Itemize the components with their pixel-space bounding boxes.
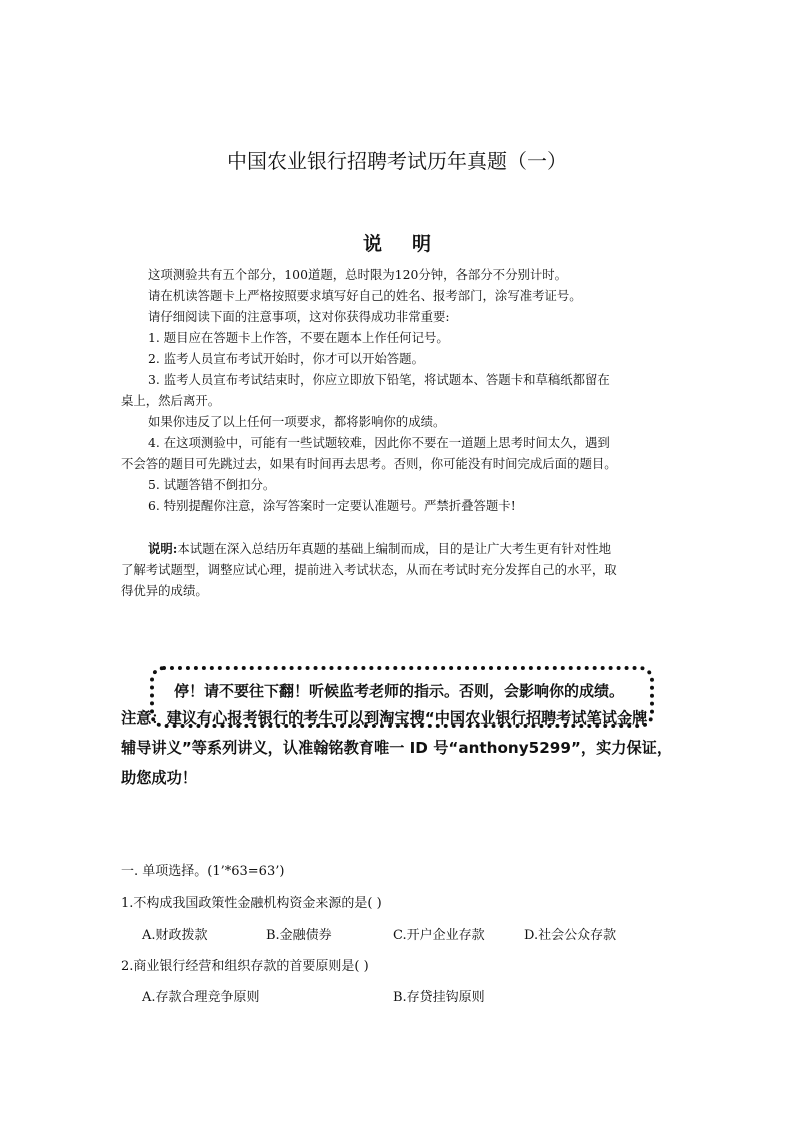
- note-label: 说明:: [148, 541, 178, 556]
- instructions-heading: 说明: [362, 233, 461, 255]
- stop-notice: 停！请不要往下翻！听候监考老师的指示。否则，会影响你的成绩。: [174, 682, 625, 700]
- option-b: B.金融债券: [266, 928, 332, 943]
- instruction-line: 6. 特别提醒你注意，涂写答案时一定要认准题号。严禁折叠答题卡!: [148, 498, 516, 513]
- tip-line: 辅导讲义”等系列讲义，认准翰铭教育唯一 ID 号“anthony5299”，实力保证，: [121, 739, 673, 757]
- note-line: [148, 539, 611, 559]
- instruction-line: 不会答的题目可先跳过去，如果有时间再去思考。否则，你可能没有时间完成后面的题目。: [121, 456, 617, 471]
- instruction-line: 3. 监考人员宣布考试结束时，你应立即放下铅笔，将试题本、答题卡和草稿纸都留在: [148, 372, 610, 387]
- instruction-line: 1. 题目应在答题卡上作答，不要在题本上作任何记号。: [148, 330, 449, 345]
- option-a: A.存款合理竞争原则: [142, 990, 260, 1005]
- instruction-line: 如果你违反了以上任何一项要求，都将影响你的成绩。: [148, 414, 446, 429]
- option-c: C.开户企业存款: [393, 928, 485, 943]
- instruction-line: 桌上，然后离开。: [121, 393, 221, 408]
- tip-line: 注意：建议有心报考银行的考生可以到淘宝搜“中国农业银行招聘考试笔试金牌: [121, 709, 648, 727]
- instruction-line: 4. 在这项测验中，可能有一些试题较难，因此你不要在一道题上思考时间太久，遇到: [148, 435, 610, 450]
- note-line: 了解考试题型，调整应试心理，提前进入考试状态，从而在考试时充分发挥自己的水平，取: [121, 562, 617, 577]
- instruction-line: 请在机读答题卡上严格按照要求填写好自己的姓名、报考部门，涂写准考证号。: [148, 288, 582, 303]
- note-line: 得优异的成绩。: [121, 583, 208, 598]
- option-b: B.存贷挂钩原则: [393, 990, 485, 1005]
- note-text: 本试题在深入总结历年真题的基础上编制而成，目的是让广大考生更有针对性地: [177, 541, 612, 556]
- instruction-line: 这项测验共有五个部分，100道题，总时限为120分钟，各部分不分别计时。: [148, 267, 568, 282]
- instruction-line: 请仔细阅读下面的注意事项，这对你获得成功非常重要:: [148, 309, 450, 324]
- question-stem: 1.不构成我国政策性金融机构资金来源的是( ): [121, 896, 382, 911]
- option-a: A.财政拨款: [142, 928, 208, 943]
- section-heading: 一. 单项选择。(1’*63=63’): [121, 864, 285, 879]
- option-d: D.社会公众存款: [524, 928, 617, 943]
- instruction-line: 2. 监考人员宣布考试开始时，你才可以开始答题。: [148, 351, 424, 366]
- tip-line: 助您成功！: [121, 769, 197, 787]
- instruction-line: 5. 试题答错不倒扣分。: [148, 477, 276, 492]
- question-stem: 2.商业银行经营和组织存款的首要原则是( ): [121, 959, 369, 974]
- page-title: 中国农业银行招聘考试历年真题（一）: [227, 149, 567, 173]
